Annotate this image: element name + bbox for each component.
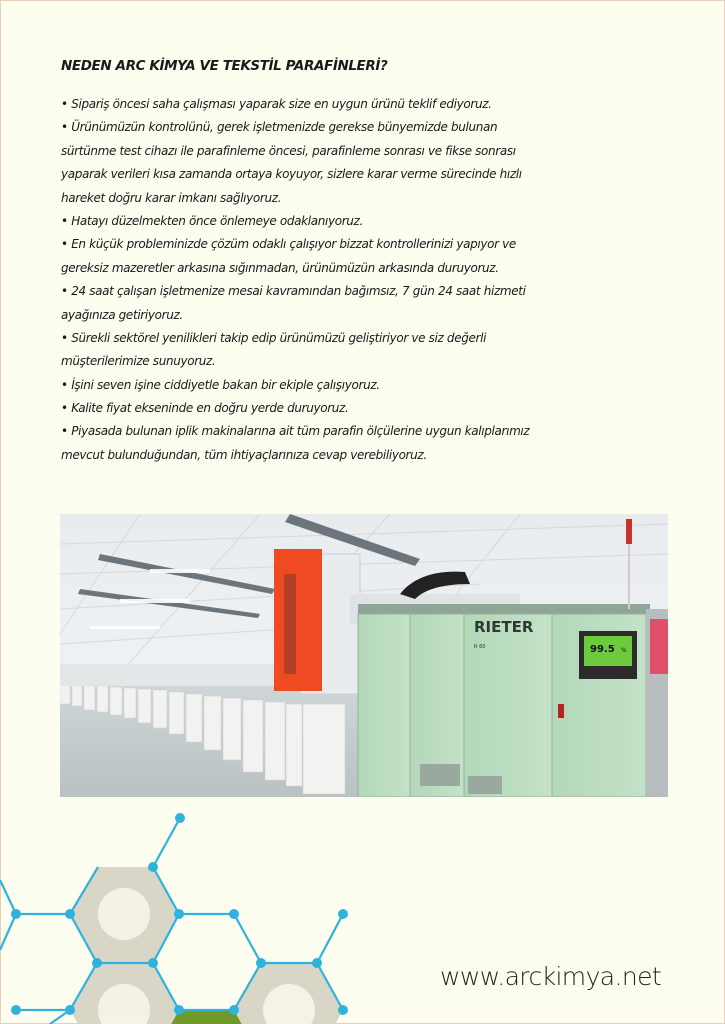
molecule-hexagon-decoration: [0, 800, 400, 1024]
text-line: • Sipariş öncesi saha çalışması yaparak size en uygun ürünü teklif ediyoruz.: [61, 97, 492, 111]
page-title: NEDEN ARC KİMYA VE TEKSTİL PARAFİNLERİ?: [61, 58, 388, 74]
machine-brand-label: RIETER: [474, 618, 534, 636]
text-line: • Hatayı düzelmekten önce önlemeye odaklanıyoruz.: [61, 213, 363, 228]
text-line: • Sürekli sektörel yenilikleri takip edip ürünümüzü geliştiriyor ve siz değerli: [61, 330, 487, 345]
text-line: • İşini seven işine ciddiyetle bakan bir ekiple çalışıyoruz.: [61, 377, 380, 392]
text-line: • Piyasada bulunan iplik makinalarına ait tüm parafin ölçülerine uygun kalıplarımız: [61, 424, 530, 439]
text-line: • En küçük probleminizde çözüm odaklı çalışıyor bizzat kontrollerinizi yapıyor ve: [61, 237, 516, 252]
screen-unit: %: [621, 647, 627, 654]
spinning-machine-image: [60, 514, 668, 797]
factory-photo: [60, 514, 668, 797]
text-line: • Kalite fiyat ekseninde en doğru yerde duruyoruz.: [61, 401, 349, 416]
screen-value: 99.5: [590, 644, 615, 655]
text-line: hareket doğru karar imkanı sağlıyoruz.: [61, 190, 282, 205]
text-line: müşterilerimize sunuyoruz.: [61, 354, 216, 369]
machine-model-label: R 60: [474, 644, 486, 650]
text-line: gereksiz mazeretler arkasına sığınmadan, ürünümüzün arkasında duruyoruz.: [61, 260, 499, 275]
text-line: yaparak verileri kısa zamanda ortaya koyuyor, sizlere karar verme sürecinde hızlı: [61, 167, 522, 182]
website-link[interactable]: www.arckimya.net: [440, 962, 662, 991]
benefits-list: [61, 93, 541, 467]
text-line: • Ürünümüzün kontrolünü, gerek işletmenizde gerekse bünyemizde bulunan: [61, 120, 498, 135]
text-line: • 24 saat çalışan işletmenize mesai kavramından bağımsız, 7 gün 24 saat hizmeti: [61, 284, 526, 299]
text-line: mevcut bulunduğundan, tüm ihtiyaçlarınıza cevap verebiliyoruz.: [61, 447, 427, 462]
text-line: ayağınıza getiriyoruz.: [61, 307, 183, 322]
text-line: sürtünme test cihazı ile parafinleme öncesi, parafinleme sonrası ve fikse sonrası: [61, 143, 516, 158]
